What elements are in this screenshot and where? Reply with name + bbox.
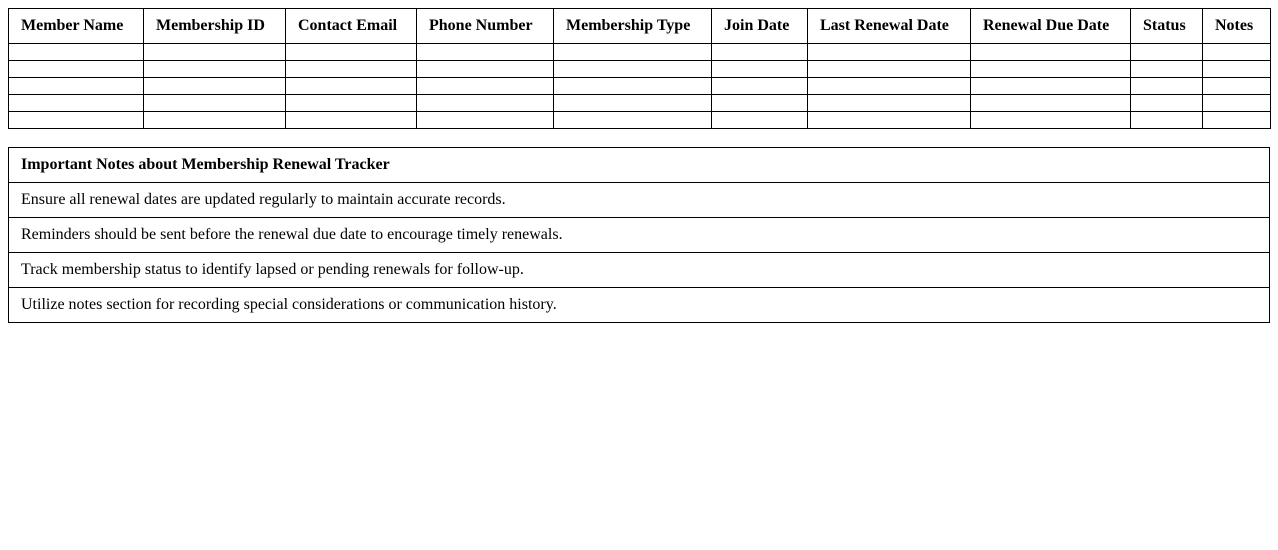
table-cell[interactable] (1203, 78, 1271, 95)
table-cell[interactable] (9, 78, 144, 95)
table-cell[interactable] (712, 78, 808, 95)
table-row (9, 44, 1271, 61)
table-cell[interactable] (971, 112, 1131, 129)
column-header-join-date: Join Date (712, 9, 808, 44)
column-header-notes: Notes (1203, 9, 1271, 44)
table-cell[interactable] (1203, 44, 1271, 61)
table-cell[interactable] (554, 78, 712, 95)
table-cell[interactable] (1131, 78, 1203, 95)
table-row (9, 61, 1271, 78)
table-cell[interactable] (554, 61, 712, 78)
table-cell[interactable] (286, 61, 417, 78)
table-row (9, 95, 1271, 112)
table-row (9, 112, 1271, 129)
table-cell[interactable] (1203, 112, 1271, 129)
note-item: Track membership status to identify lapsed or pending renewals for follow-up. (9, 253, 1270, 288)
note-row (9, 183, 1270, 218)
table-cell[interactable] (1131, 112, 1203, 129)
table-cell[interactable] (808, 95, 971, 112)
column-header-membership-type: Membership Type (554, 9, 712, 44)
table-cell[interactable] (1203, 61, 1271, 78)
table-cell[interactable] (808, 61, 971, 78)
table-cell[interactable] (144, 44, 286, 61)
table-cell[interactable] (808, 112, 971, 129)
table-cell[interactable] (286, 44, 417, 61)
table-cell[interactable] (144, 112, 286, 129)
table-cell[interactable] (712, 44, 808, 61)
table-cell[interactable] (286, 112, 417, 129)
note-item: Reminders should be sent before the renewal due date to encourage timely renewals. (9, 218, 1270, 253)
table-cell[interactable] (554, 44, 712, 61)
notes-title: Important Notes about Membership Renewal Tracker (9, 148, 1270, 183)
table-cell[interactable] (712, 61, 808, 78)
table-cell[interactable] (144, 95, 286, 112)
table-cell[interactable] (9, 44, 144, 61)
table-cell[interactable] (1131, 61, 1203, 78)
table-cell[interactable] (9, 61, 144, 78)
table-cell[interactable] (1131, 95, 1203, 112)
column-header-last-renewal-date: Last Renewal Date (808, 9, 971, 44)
table-cell[interactable] (417, 95, 554, 112)
table-cell[interactable] (971, 61, 1131, 78)
note-row (9, 253, 1270, 288)
table-cell[interactable] (971, 44, 1131, 61)
table-row (9, 78, 1271, 95)
table-cell[interactable] (144, 78, 286, 95)
column-header-status: Status (1131, 9, 1203, 44)
column-header-member-name: Member Name (9, 9, 144, 44)
important-notes-table (8, 147, 1270, 323)
table-cell[interactable] (554, 112, 712, 129)
table-cell[interactable] (712, 95, 808, 112)
table-cell[interactable] (417, 78, 554, 95)
membership-tracker-table (8, 8, 1271, 129)
table-cell[interactable] (286, 95, 417, 112)
table-cell[interactable] (808, 78, 971, 95)
table-cell[interactable] (1131, 44, 1203, 61)
table-cell[interactable] (286, 78, 417, 95)
note-row (9, 218, 1270, 253)
table-cell[interactable] (9, 95, 144, 112)
table-cell[interactable] (417, 61, 554, 78)
table-cell[interactable] (971, 78, 1131, 95)
table-cell[interactable] (144, 61, 286, 78)
column-header-membership-id: Membership ID (144, 9, 286, 44)
table-cell[interactable] (417, 44, 554, 61)
table-cell[interactable] (1203, 95, 1271, 112)
column-header-phone-number: Phone Number (417, 9, 554, 44)
table-cell[interactable] (808, 44, 971, 61)
table-cell[interactable] (554, 95, 712, 112)
table-header-row (9, 9, 1271, 44)
table-cell[interactable] (712, 112, 808, 129)
note-item: Utilize notes section for recording special considerations or communication history. (9, 288, 1270, 323)
note-row (9, 288, 1270, 323)
table-cell[interactable] (9, 112, 144, 129)
table-cell[interactable] (417, 112, 554, 129)
notes-title-row (9, 148, 1270, 183)
column-header-renewal-due-date: Renewal Due Date (971, 9, 1131, 44)
note-item: Ensure all renewal dates are updated regularly to maintain accurate records. (9, 183, 1270, 218)
column-header-contact-email: Contact Email (286, 9, 417, 44)
table-cell[interactable] (971, 95, 1131, 112)
